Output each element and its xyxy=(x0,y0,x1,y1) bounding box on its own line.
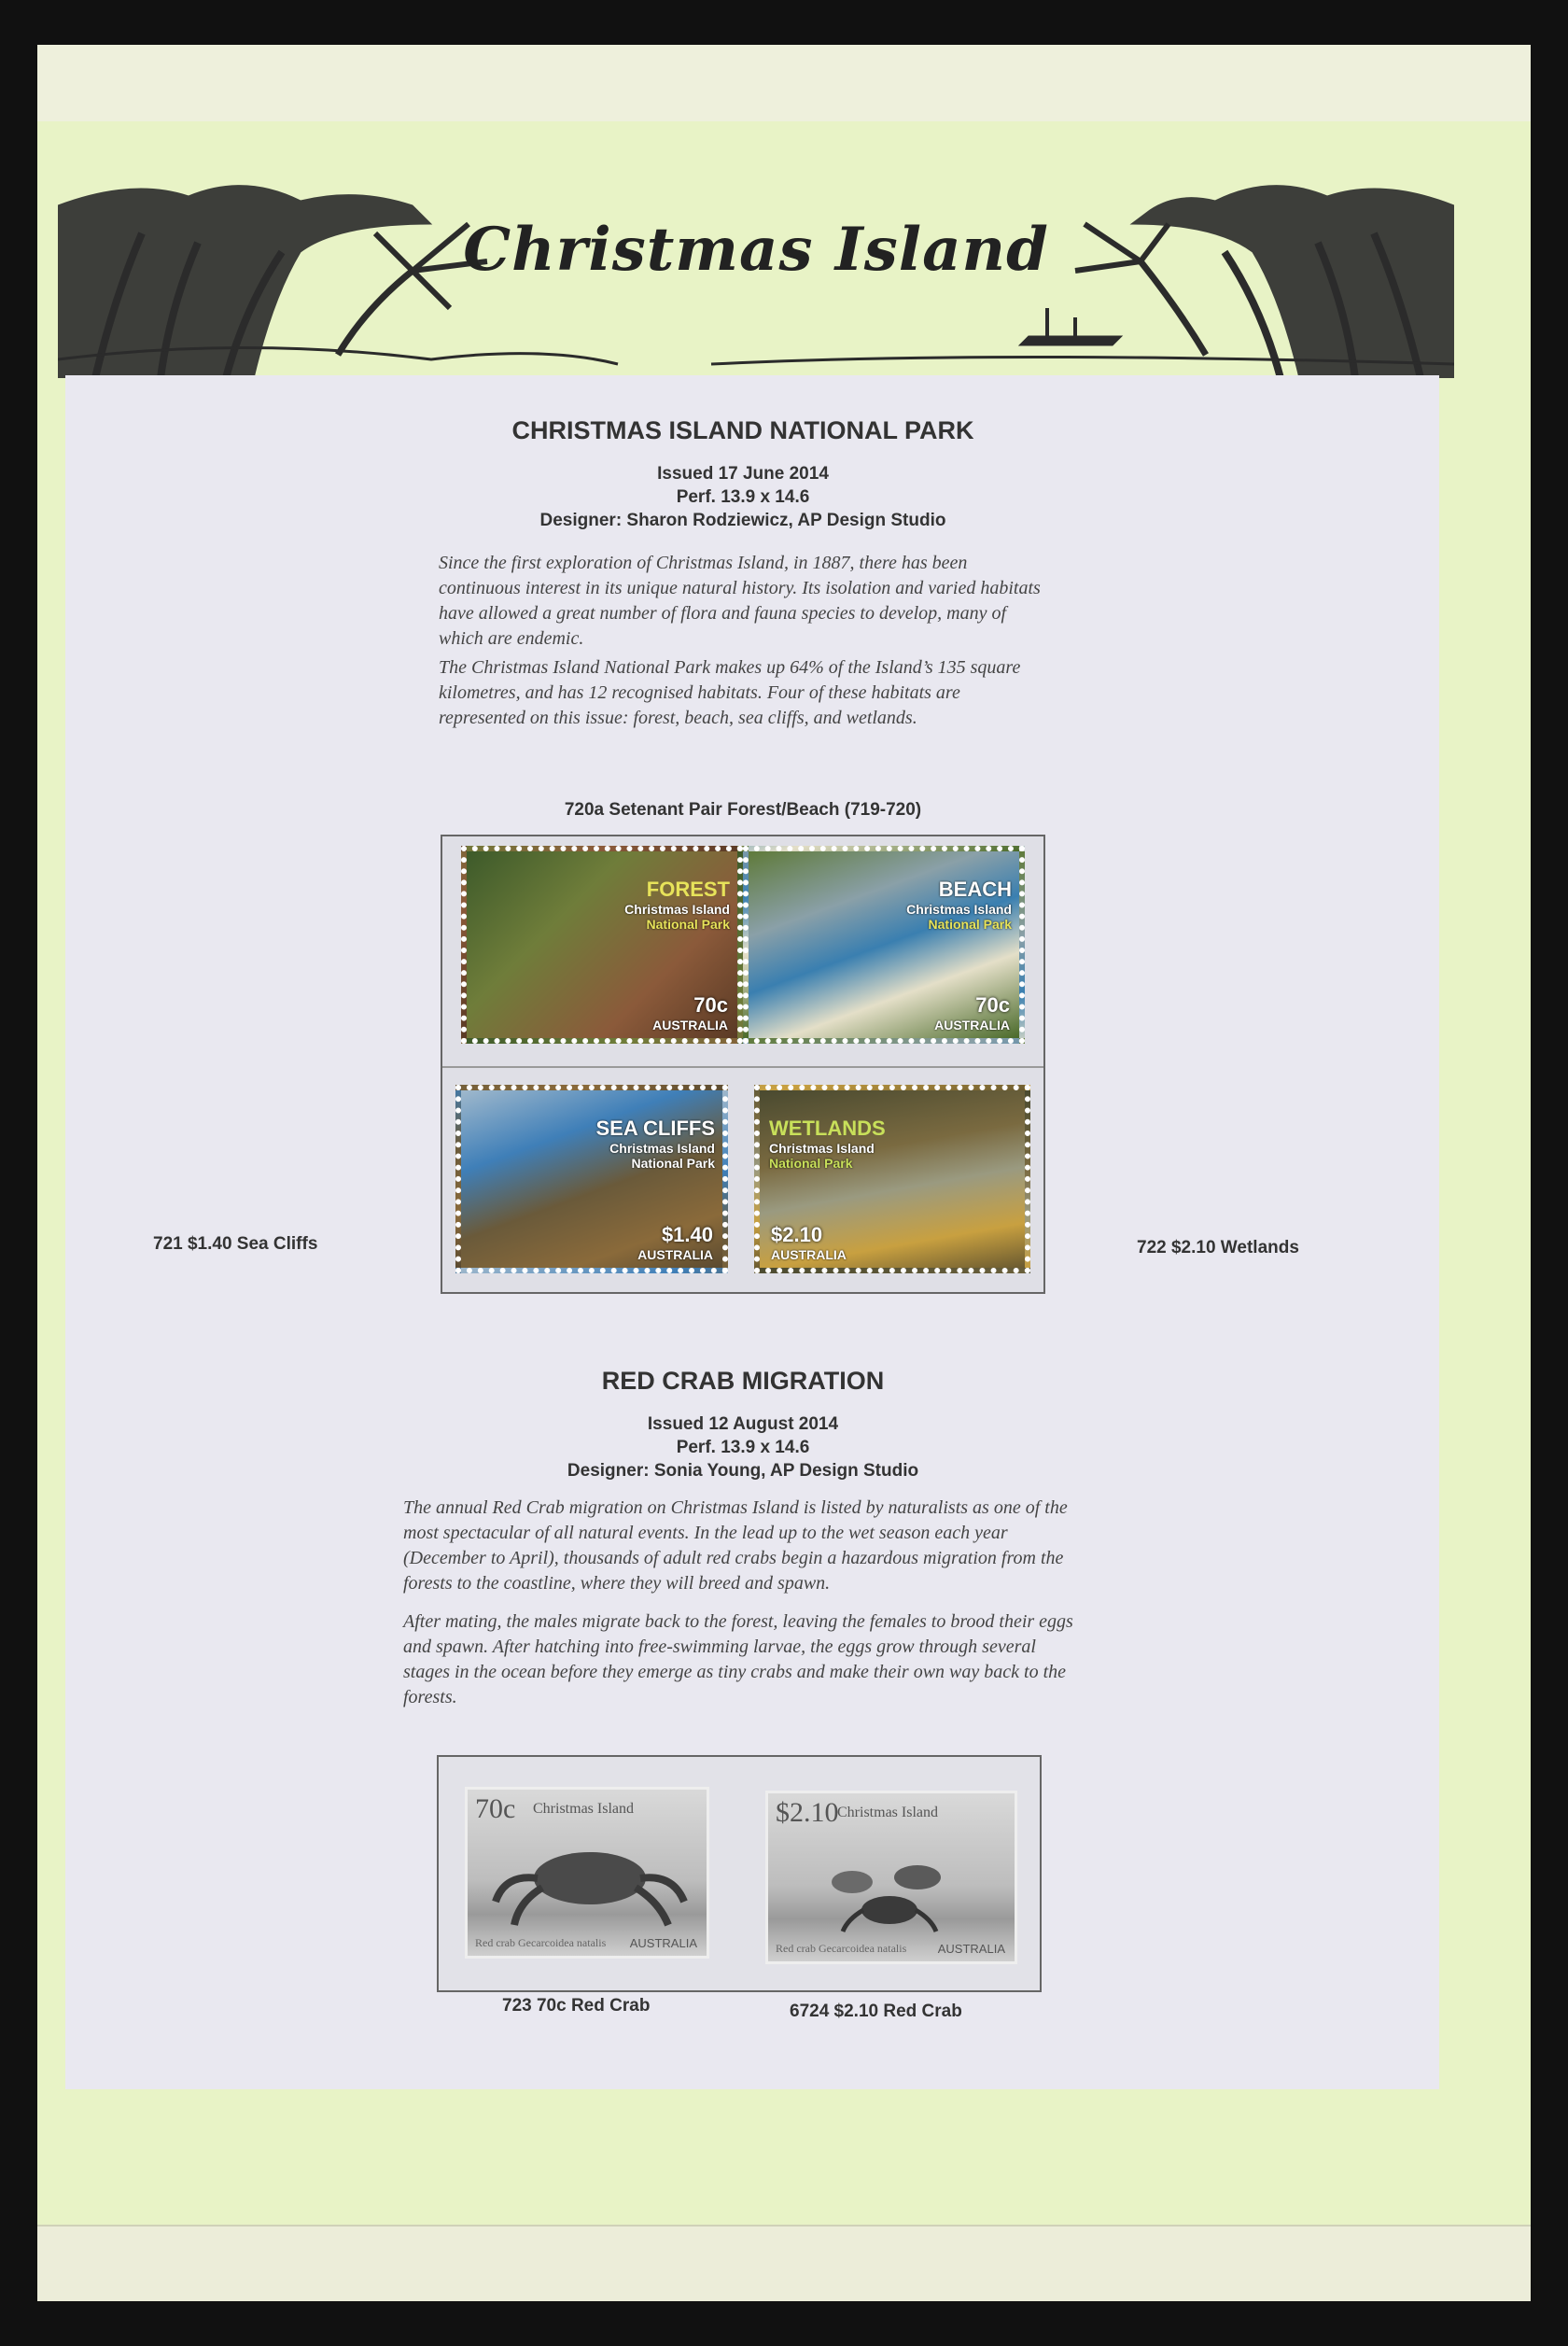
stamp-name: WETLANDS xyxy=(769,1117,886,1140)
stamp-country: AUSTRALIA xyxy=(934,1018,1010,1033)
stamp-caption-red-crab-70c: 723 70c Red Crab xyxy=(502,1996,651,2016)
stamp-sea-cliffs xyxy=(455,1085,728,1273)
album-title: Christmas Island xyxy=(463,215,1049,285)
stamp-subtitle: Christmas Island xyxy=(609,1141,715,1156)
stamp-value: $1.40 xyxy=(661,1223,713,1246)
stamp-caption-red-crab-210: 6724 $2.10 Red Crab xyxy=(790,2002,962,2021)
stamp-caption-wetlands: 722 $2.10 Wetlands xyxy=(1137,1238,1299,1257)
stamp-botanic-name: Red crab Gecarcoidea natalis xyxy=(776,1942,907,1955)
stamp-title: Christmas Island xyxy=(837,1805,938,1820)
stamp-subtitle: National Park xyxy=(646,917,730,932)
section-title-national-park: CHRISTMAS ISLAND NATIONAL PARK xyxy=(511,416,974,444)
description-paragraph: The annual Red Crab migration on Christmas Island is listed by naturalists as one of the most spectacular of all natural events. In the lead up to the wet season each year (December to April), thousands of adult red crabs begin a hazardous migration from the forests to the coastline, where they will breed and spawn. xyxy=(403,1497,1068,1594)
stamp-subtitle: National Park xyxy=(631,1156,715,1171)
stamp-value: $2.10 xyxy=(776,1797,839,1828)
stamp-wetlands xyxy=(754,1085,1030,1273)
stamp-country: AUSTRALIA xyxy=(652,1018,728,1033)
stamp-subtitle: National Park xyxy=(769,1156,853,1171)
stamp-value: 70c xyxy=(975,993,1010,1017)
header-band xyxy=(58,168,1454,378)
perforation: Perf. 13.9 x 14.6 xyxy=(676,487,810,507)
description-paragraph: Since the first exploration of Christmas Island, in 1887, there has been continuous interest in its unique natural history. Its isolation and varied habitats have allowed a great number of flora and fauna species to develop, many of which are endemic. xyxy=(439,553,1041,649)
stamp-value: 70c xyxy=(475,1793,516,1824)
stamp-beach xyxy=(743,846,1025,1044)
stamp-value: 70c xyxy=(693,993,728,1017)
content-page xyxy=(65,375,1439,2089)
crab-illustration xyxy=(796,1849,992,1933)
issue-date: Issued 12 August 2014 xyxy=(647,1414,839,1434)
stamp-title: Christmas Island xyxy=(533,1801,634,1817)
stamp-caption-sea-cliffs: 721 $1.40 Sea Cliffs xyxy=(153,1234,318,1254)
perforation: Perf. 13.9 x 14.6 xyxy=(676,1438,810,1457)
section-title-red-crab: RED CRAB MIGRATION xyxy=(601,1367,885,1395)
stamp-forest xyxy=(461,846,743,1044)
stamp-subtitle: Christmas Island xyxy=(769,1141,875,1156)
stamp-caption-setenant-pair: 720a Setenant Pair Forest/Beach (719-720) xyxy=(564,800,922,820)
stamp-subtitle: Christmas Island xyxy=(624,902,730,917)
description-paragraph: After mating, the males migrate back to the forest, leaving the females to brood their eggs and spawn. After hatching into free-swimming larvae, the eggs grow through several stages in the ocean before they emerge as tiny crabs and make their own way back to the forests. xyxy=(403,1611,1073,1707)
description-paragraph: The Christmas Island National Park makes up 64% of the Island’s 135 square kilometres, and has 12 recognised habitats. Four of these habitats are represented on this issue: forest, beach, sea cliffs, and wetlands. xyxy=(439,657,1021,728)
stamp-subtitle: National Park xyxy=(928,917,1012,932)
issue-date: Issued 17 June 2014 xyxy=(657,464,829,484)
stamp-red-crab-210 xyxy=(765,1791,1017,1964)
album-bottom-strip xyxy=(37,2225,1531,2301)
crab-illustration xyxy=(486,1836,693,1930)
stamp-value: $2.10 xyxy=(771,1223,823,1246)
designer: Designer: Sonia Young, AP Design Studio xyxy=(567,1461,919,1481)
stamp-mount-frame xyxy=(437,1755,1042,1992)
stamp-botanic-name: Red crab Gecarcoidea natalis xyxy=(475,1936,607,1949)
stamp-country: AUSTRALIA xyxy=(629,1936,697,1950)
stamp-country: AUSTRALIA xyxy=(771,1247,847,1262)
stamp-country: AUSTRALIA xyxy=(937,1942,1005,1956)
stamp-subtitle: Christmas Island xyxy=(906,902,1012,917)
designer: Designer: Sharon Rodziewicz, AP Design Studio xyxy=(539,511,946,530)
stamp-name: BEACH xyxy=(938,878,1012,901)
stamp-country: AUSTRALIA xyxy=(637,1247,713,1262)
stamp-mount-frame xyxy=(441,835,1045,1294)
stamp-red-crab-70c xyxy=(465,1787,709,1959)
mount-divider xyxy=(442,1066,1043,1068)
stamp-name: SEA CLIFFS xyxy=(595,1117,715,1140)
stamp-name: FOREST xyxy=(646,878,730,901)
